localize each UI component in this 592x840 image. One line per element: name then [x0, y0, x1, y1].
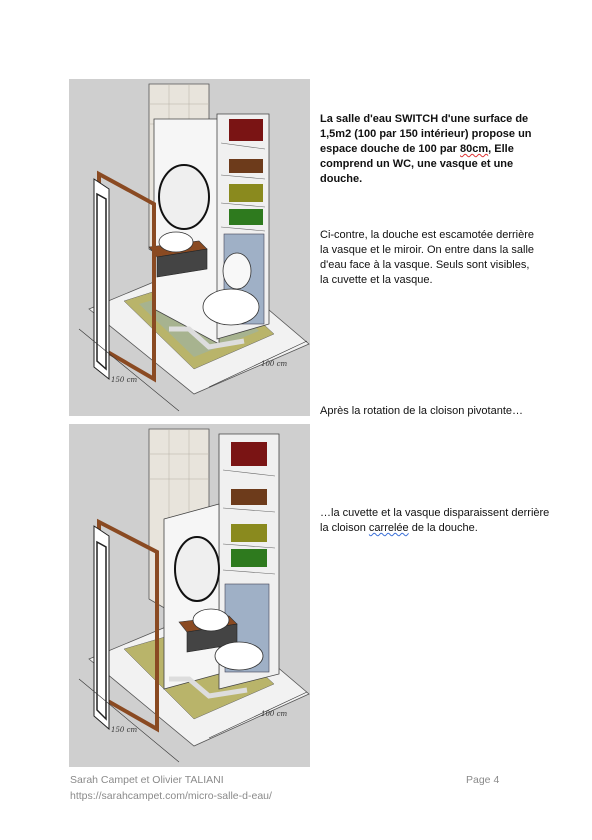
cont-text-part1: …la cuvette et la vasque disparaissent derrière la cloison	[320, 507, 550, 534]
dim-width-label: 100 cm	[261, 710, 288, 718]
rotation-paragraph: Après la rotation de la cloison pivotante…	[320, 405, 524, 417]
dim-length-label: 150 cm	[111, 376, 138, 384]
page-number: Page 4	[466, 774, 500, 786]
description-paragraph: Ci-contre, la douche est escamotée derrière la vasque et le miroir. On entre dans la salle d'eau face à la vasque. Seuls sont visibles, la cuvette et la vasque.	[320, 229, 535, 286]
cont-text-part2: de la douche.	[408, 522, 478, 534]
cont-spellcheck-word: carrelée	[368, 522, 409, 534]
footer-author: Sarah Campet et Olivier TALIANI	[70, 774, 224, 786]
dim-length-label: 150 cm	[111, 726, 138, 734]
dim-width-label: 100 cm	[261, 360, 288, 368]
render-illustration	[69, 79, 310, 416]
continuation-paragraph	[320, 506, 550, 536]
render-illustration-rotated	[69, 424, 310, 767]
bathroom-render-rotated	[69, 424, 310, 767]
intro-spellcheck-word: 80cm	[460, 143, 489, 155]
footer-url: https://sarahcampet.com/micro-salle-d-eau/	[70, 790, 272, 802]
intro-paragraph	[320, 112, 535, 187]
intro-text-part2: , Elle comprend un WC, une vasque et une douche.	[320, 143, 514, 185]
bathroom-render-closed	[69, 79, 310, 416]
intro-text-part1: La salle d'eau SWITCH d'une surface de 1,5m2 (100 par 150 intérieur) propose un espace douche de 100 par	[320, 113, 532, 155]
